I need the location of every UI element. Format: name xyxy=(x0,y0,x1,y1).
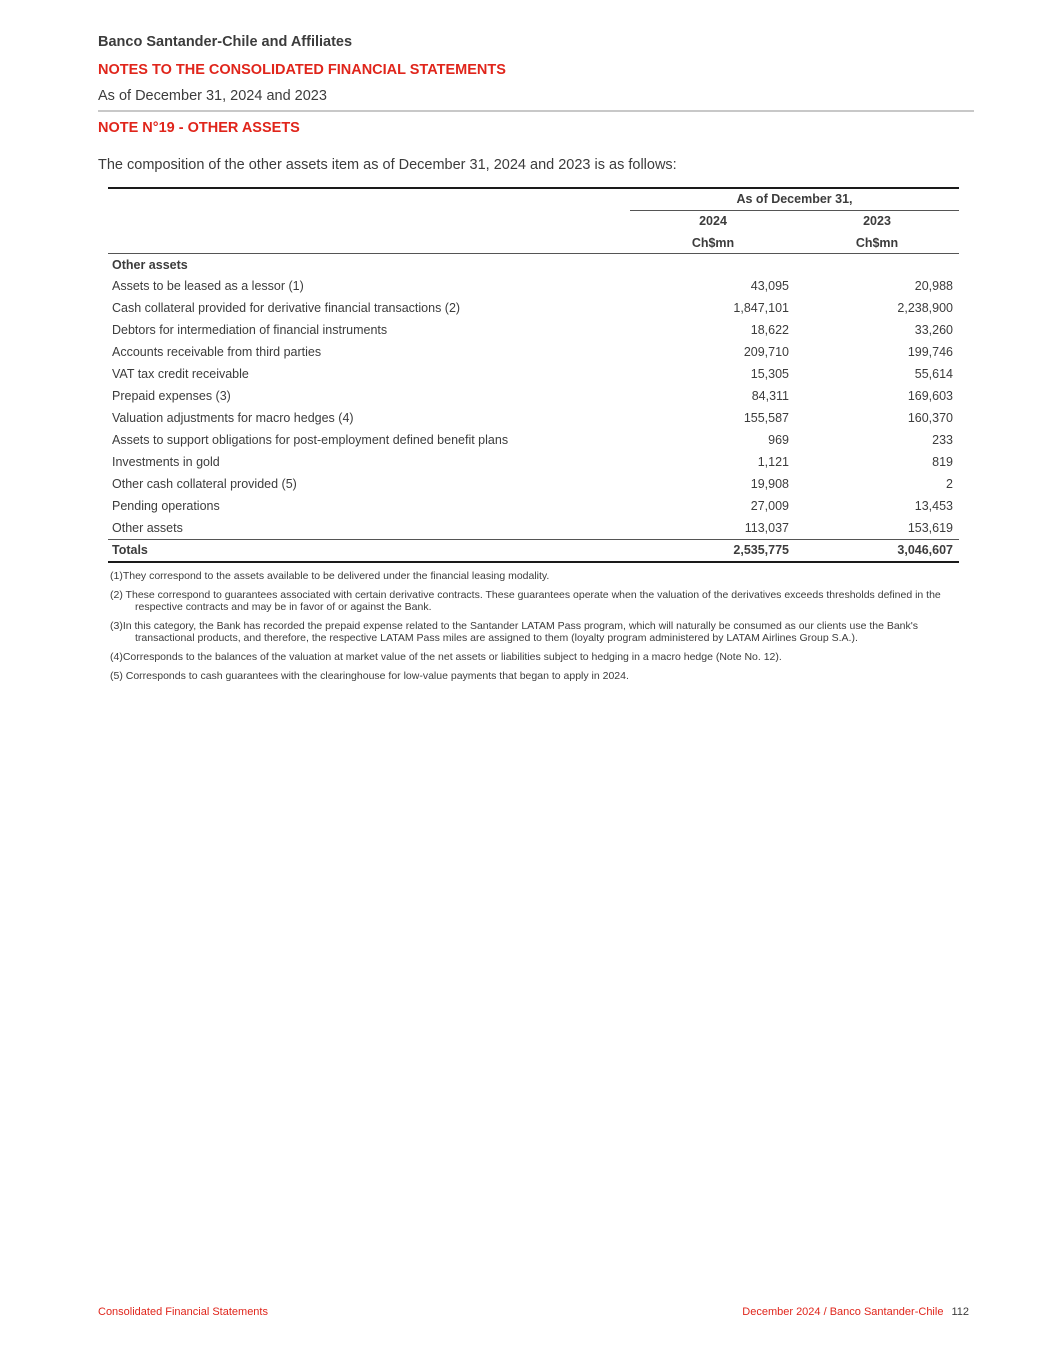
notes-title: NOTES TO THE CONSOLIDATED FINANCIAL STATEMENTS xyxy=(98,62,506,78)
totals-row xyxy=(108,540,959,562)
section-label: Other assets xyxy=(112,258,188,272)
note-title: NOTE N°19 - OTHER ASSETS xyxy=(98,120,300,136)
table-row xyxy=(108,518,959,540)
table-bottom-rule xyxy=(108,561,959,563)
row-value-2023: 2,238,900 xyxy=(897,301,953,315)
row-value-2024: 84,311 xyxy=(751,389,789,403)
row-label: Valuation adjustments for macro hedges (4) xyxy=(112,411,354,425)
footnote-3: (3)In this category, the Bank has recorded the prepaid expense related to the Santander LATAM Pass program, which will naturally be consumed as our clients use the Bank's transactional products, and therefore, the respective LATAM Pass miles are assigned to them (loyalty program administered by LATAM Airlines Group S.A.). xyxy=(110,620,919,644)
table-top-rule xyxy=(108,187,959,189)
table-row xyxy=(108,496,959,518)
footnote-4: (4)Corresponds to the balances of the valuation at market value of the net assets or liabilities subject to hedging in a macro hedge (Note No. 12). xyxy=(110,651,782,663)
date-range: As of December 31, 2024 and 2023 xyxy=(98,88,327,104)
row-label: Accounts receivable from third parties xyxy=(112,345,322,359)
row-value-2023: 2 xyxy=(946,477,953,491)
row-label: Assets to be leased as a lessor (1) xyxy=(112,279,304,293)
footer-left: Consolidated Financial Statements xyxy=(98,1306,268,1318)
footer-right xyxy=(742,1306,969,1318)
row-label: Other assets xyxy=(112,521,183,535)
row-label: Pending operations xyxy=(112,499,220,513)
row-value-2024: 1,121 xyxy=(757,455,789,469)
row-label: Prepaid expenses (3) xyxy=(112,389,231,403)
table-row xyxy=(108,364,959,386)
row-value-2023: 13,453 xyxy=(914,499,953,513)
row-label: Other cash collateral provided (5) xyxy=(112,477,297,491)
table-row xyxy=(108,452,959,474)
row-value-2024: 113,037 xyxy=(744,521,789,535)
footnote-5: (5) Corresponds to cash guarantees with the clearinghouse for low-value payments that began to apply in 2024. xyxy=(110,670,629,682)
row-value-2023: 55,614 xyxy=(914,367,953,381)
header-divider xyxy=(98,110,974,112)
row-value-2024: 1,847,101 xyxy=(733,301,789,315)
table-row xyxy=(108,386,959,408)
as-of-heading: As of December 31, xyxy=(736,192,853,206)
row-label: Cash collateral provided for derivative financial transactions (2) xyxy=(112,301,461,315)
row-value-2024: 43,095 xyxy=(750,279,789,293)
page-number: 112 xyxy=(951,1306,969,1318)
footnote-1: (1)They correspond to the assets available to be delivered under the financial leasing modality. xyxy=(110,570,550,582)
row-value-2023: 20,988 xyxy=(914,279,953,293)
header-bottom-rule xyxy=(108,253,959,254)
totals-value-2024: 2,535,775 xyxy=(733,543,789,557)
row-label: Debtors for intermediation of financial instruments xyxy=(112,323,388,337)
col-2024-year: 2024 xyxy=(699,214,727,228)
row-value-2024: 19,908 xyxy=(750,477,789,491)
table-row xyxy=(108,276,959,298)
totals-label: Totals xyxy=(112,543,148,557)
row-value-2023: 199,746 xyxy=(907,345,953,359)
table-rows xyxy=(108,276,959,540)
row-value-2023: 233 xyxy=(932,433,953,447)
note-intro: The composition of the other assets item as of December 31, 2024 and 2023 is as follows: xyxy=(98,157,677,173)
row-value-2023: 819 xyxy=(932,455,953,469)
row-label: Investments in gold xyxy=(112,455,220,469)
as-of-rule xyxy=(630,210,959,211)
row-value-2023: 169,603 xyxy=(907,389,953,403)
row-value-2024: 27,009 xyxy=(750,499,789,513)
row-value-2024: 18,622 xyxy=(750,323,789,337)
row-value-2024: 15,305 xyxy=(750,367,789,381)
table-row xyxy=(108,320,959,342)
row-label: Assets to support obligations for post-employment defined benefit plans xyxy=(112,433,509,447)
table-row xyxy=(108,298,959,320)
row-value-2023: 33,260 xyxy=(914,323,953,337)
table-row xyxy=(108,408,959,430)
row-value-2024: 209,710 xyxy=(743,345,789,359)
totals-value-2023: 3,046,607 xyxy=(897,543,953,557)
footnote-2: (2) These correspond to guarantees associated with certain derivative contracts. These guarantees operate when the valuation of the derivatives exceeds thresholds defined in the respective contracts and may be in favor of or against the Bank. xyxy=(110,589,941,613)
row-value-2023: 160,370 xyxy=(907,411,953,425)
table-row xyxy=(108,430,959,452)
table-row xyxy=(108,474,959,496)
company-name: Banco Santander-Chile and Affiliates xyxy=(98,34,353,50)
col-2024-unit: Ch$mn xyxy=(691,236,735,250)
col-2023-year: 2023 xyxy=(863,214,891,228)
footer-report-label: December 2024 / Banco Santander-Chile xyxy=(742,1306,944,1318)
table-row xyxy=(108,342,959,364)
col-2023-unit: Ch$mn xyxy=(855,236,899,250)
row-value-2024: 969 xyxy=(768,433,789,447)
row-value-2024: 155,587 xyxy=(743,411,789,425)
row-value-2023: 153,619 xyxy=(907,521,953,535)
row-label: VAT tax credit receivable xyxy=(112,367,249,381)
